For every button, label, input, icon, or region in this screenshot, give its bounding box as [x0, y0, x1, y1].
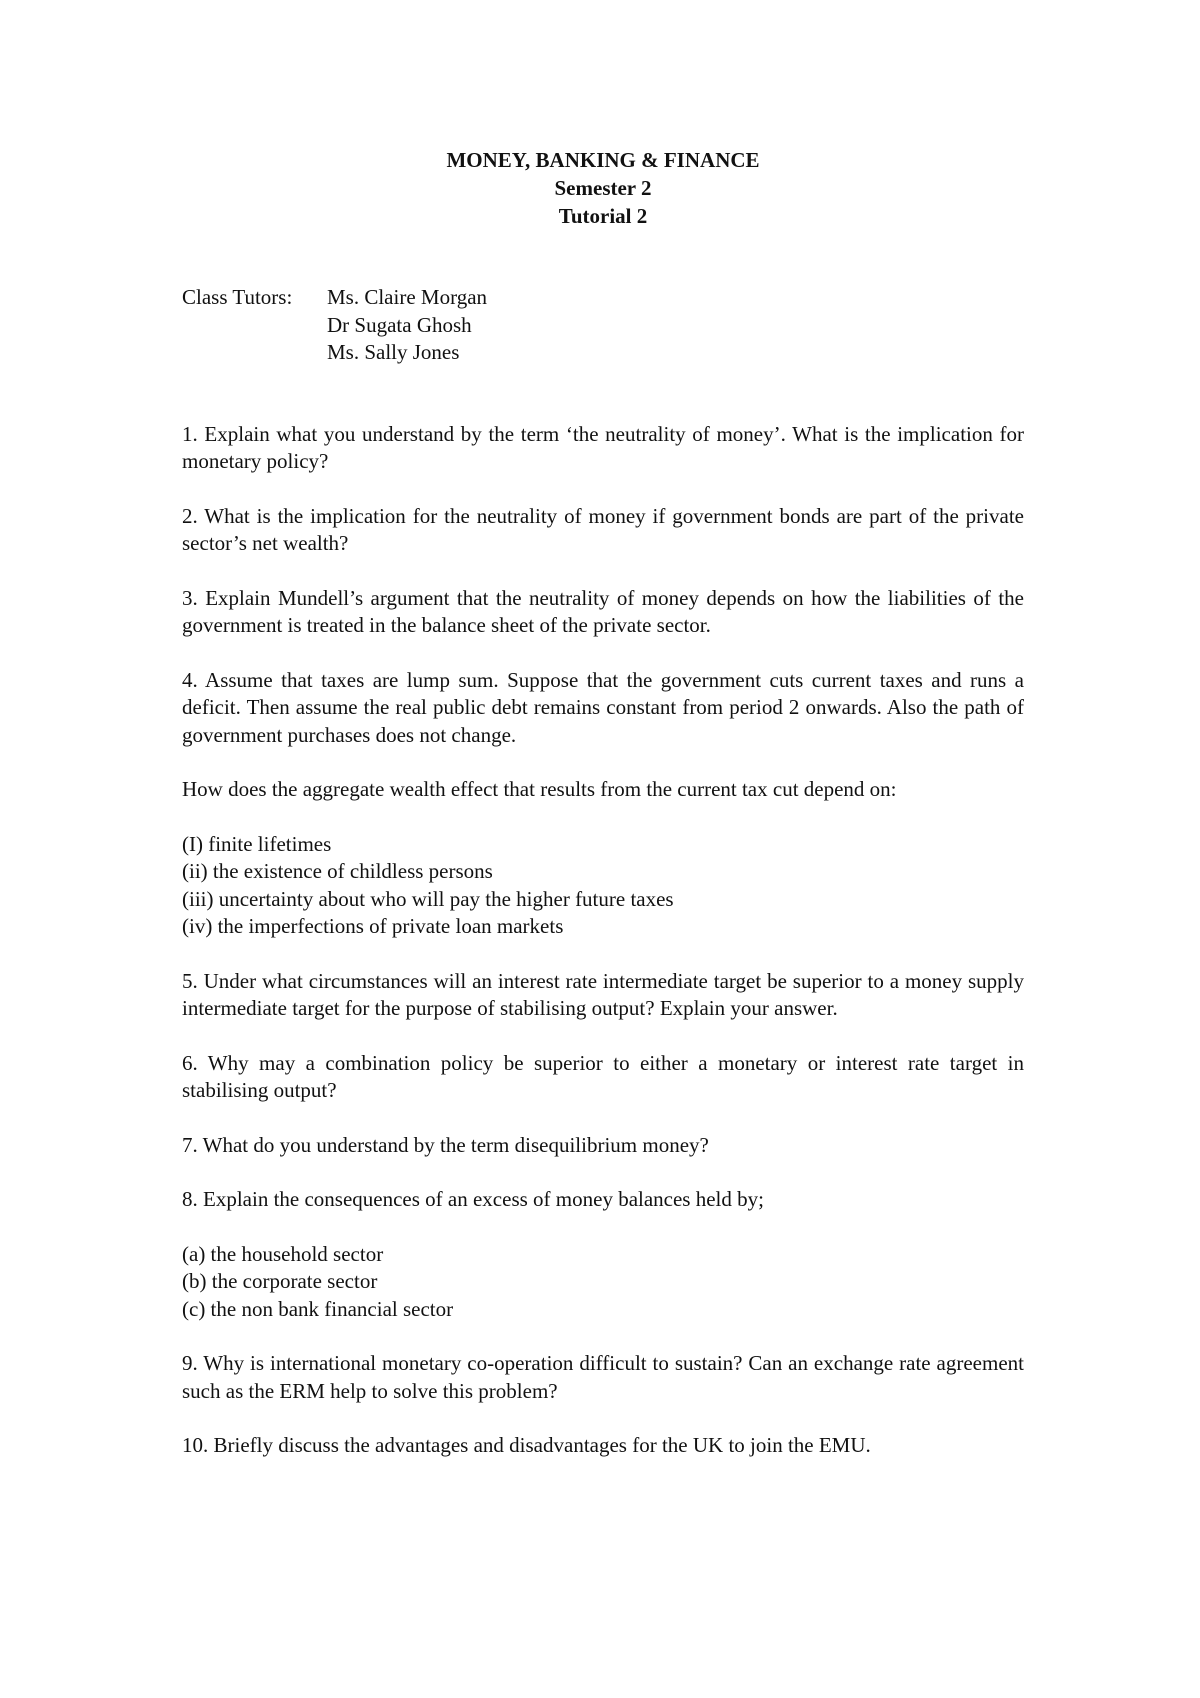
- question-1: 1. Explain what you understand by the term ‘the neutrality of money’. What is the implication for monetary policy?: [182, 421, 1024, 473]
- question-8-items: [182, 1241, 1024, 1324]
- question-7: 7. What do you understand by the term disequilibrium money?: [182, 1132, 709, 1157]
- question-5: 5. Under what circumstances will an interest rate intermediate target be superior to a money supply intermediate target for the purpose of stabilising output? Explain your answer.: [182, 968, 1024, 1020]
- semester-label: Semester 2: [554, 176, 652, 200]
- title-block: [182, 146, 1024, 230]
- list-item: (b) the corporate sector: [182, 1269, 378, 1293]
- tutorial-label: Tutorial 2: [558, 204, 648, 228]
- list-item: (a) the household sector: [182, 1241, 384, 1266]
- question-2: 2. What is the implication for the neutrality of money if government bonds are part of the private sector’s net wealth?: [182, 503, 1024, 555]
- question-4: 4. Assume that taxes are lump sum. Suppose that the government cuts current taxes and runs a deficit. Then assume the real public debt remains constant from period 2 onwards. Also the path of government purchases does not change.: [182, 667, 1024, 747]
- list-item: (iii) uncertainty about who will pay the higher future taxes: [182, 886, 674, 911]
- course-title: MONEY, BANKING & FINANCE: [446, 148, 760, 172]
- class-tutors: [182, 284, 1024, 367]
- list-item: (c) the non bank financial sector: [182, 1296, 454, 1321]
- question-4-followup: How does the aggregate wealth effect that results from the current tax cut depend on:: [182, 777, 897, 801]
- question-9: 9. Why is international monetary co-operation difficult to sustain? Can an exchange rate agreement such as the ERM help to solve this problem?: [182, 1351, 1024, 1403]
- document-body: [182, 146, 1024, 1487]
- question-10: 10. Briefly discuss the advantages and disadvantages for the UK to join the EMU.: [182, 1433, 871, 1457]
- tutor-name: Ms. Sally Jones: [327, 340, 460, 364]
- question-3: 3. Explain Mundell’s argument that the neutrality of money depends on how the liabilities of the government is treated in the balance sheet of the private sector.: [182, 585, 1024, 637]
- list-item: (iv) the imperfections of private loan markets: [182, 914, 564, 938]
- tutors-list: [327, 284, 487, 367]
- tutor-name: Dr Sugata Ghosh: [327, 312, 472, 337]
- list-item: (I) finite lifetimes: [182, 831, 332, 856]
- tutors-label: Class Tutors:: [182, 285, 293, 309]
- question-6: 6. Why may a combination policy be superior to either a monetary or interest rate target in stabilising output?: [182, 1050, 1024, 1102]
- list-item: (ii) the existence of childless persons: [182, 859, 493, 883]
- question-4-items: [182, 831, 1024, 941]
- question-8: 8. Explain the consequences of an excess of money balances held by;: [182, 1187, 764, 1211]
- tutor-name: Ms. Claire Morgan: [327, 285, 488, 309]
